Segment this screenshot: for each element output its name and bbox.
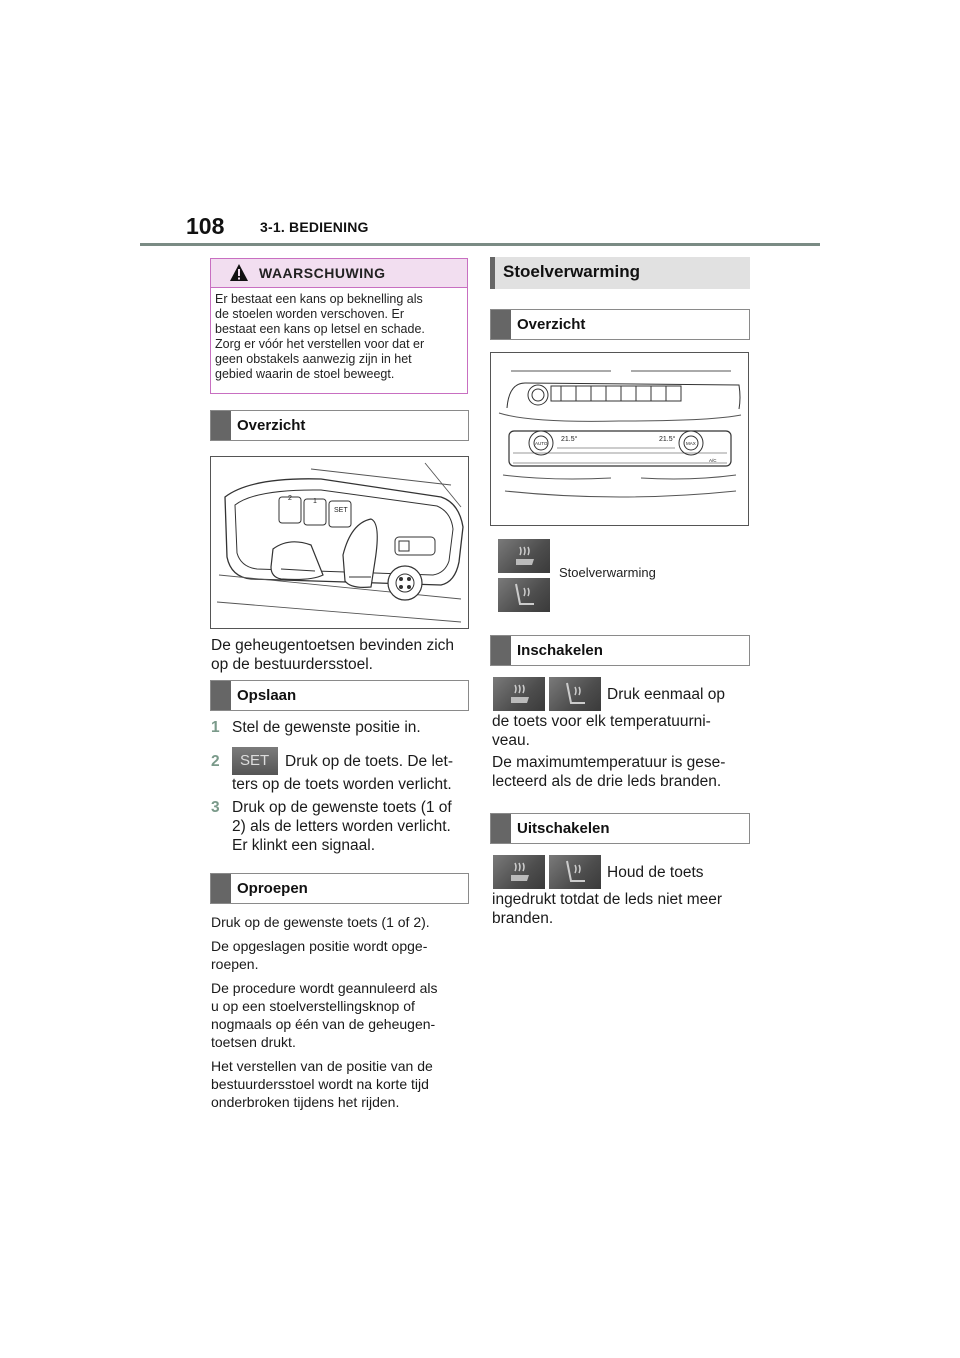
seat-heating-caption: Stoelverwarming: [559, 565, 656, 580]
step-2-line-1: Druk op de toets. De let-: [285, 753, 453, 770]
seat-heating-icon: [493, 677, 545, 711]
oproepen-p1: Druk op de gewenste toets (1 of 2).: [211, 914, 430, 930]
seat-back-heating-icon: [549, 677, 601, 711]
memory-label-2: 2: [288, 495, 292, 502]
oproepen-p4: Het verstellen van de positie van de bestuurdersstoel wordt na korte tijd onderbroken tijdens het rijden.: [211, 1058, 433, 1110]
seat-memory-illustration: [210, 456, 469, 629]
climate-panel-illustration: [490, 352, 749, 526]
warning-text: Er bestaat een kans op beknelling als de stoelen worden verschoven. Er bestaat een kans op letsel en schade. Zorg er vóór het verstellen voor dat er geen obstakels aanwezig zijn in het gebied waarin de stoel beweegt.: [215, 292, 425, 381]
oproepen-p3: De procedure wordt geannuleerd als u op een stoelverstellingsknop of nogmaals op één van de geheugen- toetsen drukt.: [211, 980, 438, 1050]
inschakelen-text: de toets voor elk temperatuurni- veau.: [492, 713, 711, 749]
uitschakelen-line-1: Houd de toets: [607, 864, 704, 881]
heading-opslaan: Opslaan: [210, 680, 469, 711]
seat-heating-icon: [498, 539, 550, 573]
seat-heating-icon: [493, 855, 545, 889]
max-temperature-text: De maximumtemperatuur is gese- lecteerd als de drie leds branden.: [492, 754, 726, 790]
warning-title: WAARSCHUWING: [259, 265, 386, 281]
temp-left: 21.5°: [561, 436, 578, 443]
heading-inschakelen: Inschakelen: [490, 635, 750, 666]
warning-triangle-icon: [229, 263, 249, 282]
heading-overzicht-memory: Overzicht: [210, 410, 469, 441]
section-title: 3-1. BEDIENING: [260, 219, 369, 235]
memory-label-1: 1: [313, 498, 317, 505]
step-3-number: 3: [211, 799, 220, 816]
memory-caption: De geheugentoetsen bevinden zich op de bestuurdersstoel.: [211, 637, 455, 673]
header-rule: [140, 243, 820, 246]
heading-oproepen: Oproepen: [210, 873, 469, 904]
max-label: MAX: [686, 441, 696, 446]
climate-panel-drawing: [491, 353, 748, 525]
seat-controls-drawing: [211, 457, 468, 628]
memory-label-set: SET: [334, 507, 348, 514]
uitschakelen-text: ingedrukt totdat de leds niet meer branden.: [492, 891, 723, 927]
inschakelen-line-1: Druk eenmaal op: [607, 686, 726, 703]
step-3-text: Druk op de gewenste toets (1 of 2) als de letters worden verlicht. Er klinkt een signaal.: [232, 799, 452, 854]
warning-header: [211, 259, 467, 288]
auto-label: AUTO: [535, 441, 548, 446]
ac-label: A/C: [709, 458, 717, 463]
temp-right: 21.5°: [659, 436, 676, 443]
step-2-number: 2: [211, 753, 220, 770]
step-1: 1 Stel de gewenste positie in.: [211, 719, 421, 736]
heading-stoelverwarming: Stoelverwarming: [490, 257, 750, 289]
seat-back-heating-icon: [498, 578, 550, 612]
step-2-line-2: ters op de toets worden verlicht.: [232, 776, 452, 793]
oproepen-p2: De opgeslagen positie wordt opge- roepen.: [211, 938, 428, 972]
warning-box: [210, 258, 468, 394]
heading-overzicht-heating: Overzicht: [490, 309, 750, 340]
seat-back-heating-icon: [549, 855, 601, 889]
heading-uitschakelen: Uitschakelen: [490, 813, 750, 844]
page-number: 108: [186, 213, 225, 239]
set-button-icon: SET: [232, 747, 278, 775]
